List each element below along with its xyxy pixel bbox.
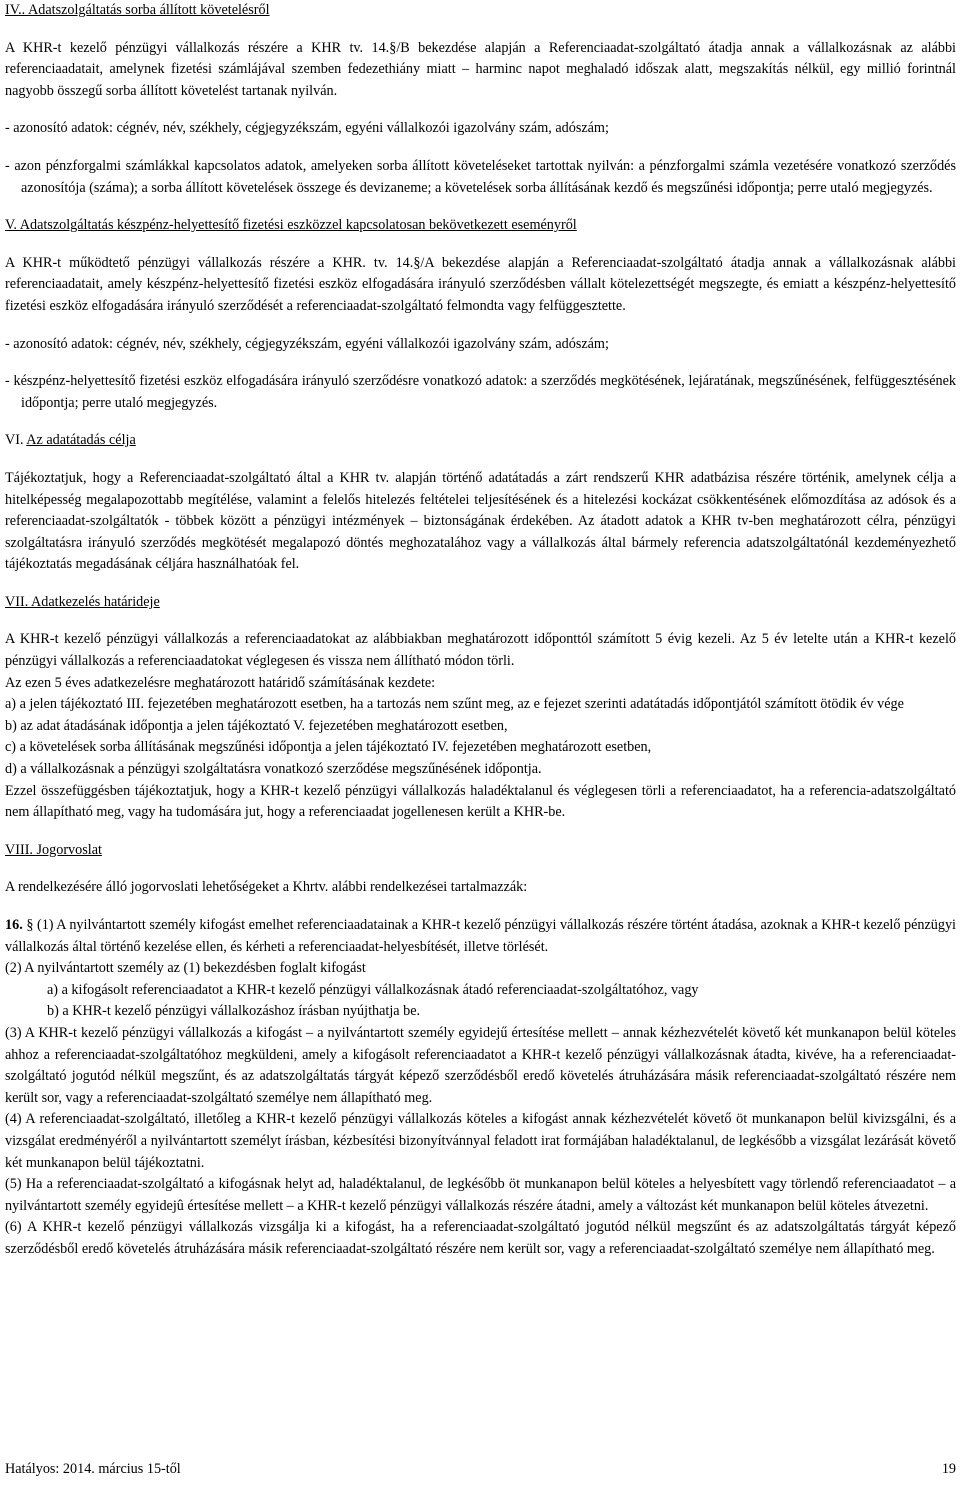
section-viii-16-3: (3) A KHR-t kezelő pénzügyi vállalkozás a kifogást – a nyilvántartott személy egyidejű értesítése mellett – annak kézhezvételét követő két munkanapon belül köteles ahhoz a referenciaadat-szolgáltatóhoz megküldeni, amely a kifogásolt referenciaadatot a KHR-t kezelő pénzügyi vállalkozásnak átadta, kivéve, ha a referenciaadat-szolgáltató jogutód nélkül megszűnt, és az adatszolgáltatás tárgyát képező szerződésből eredő követelés átruházására másik referenciaadat-szolgáltató részére nem került sor, vagy a referenciaadat-szolgáltató személye nem állapítható meg. — [5, 1024, 956, 1106]
section-vii-heading: VII. Adatkezelés határideje — [5, 593, 160, 610]
section-iv-item-2: - azon pénzforgalmi számlákkal kapcsolatos adatok, amelyeken sorba állított követeléseket tartottak nyilván: a pénzforgalmi számla vezetésére vonatkozó szerződés azonosítója (száma); a sorba állított követelések összege és devizaneme; a követelések sorba állításának kezdő és megszűnési időpontja; perre utaló megjegyzés. — [5, 157, 956, 196]
section-vi-title: Az adatátadás célja — [26, 432, 136, 449]
section-viii-heading: VIII. Jogorvoslat — [5, 841, 102, 858]
section-iv-intro: A KHR-t kezelő pénzügyi vállalkozás részére a KHR tv. 14.§/B bekezdése alapján a Referenciaadat-szolgáltató átadja annak a vállalkozásnak az alábbi referenciaadatait, amelynek fizetési számlájával szemben fedezethiány miatt – harminc napot meghaladó időszak alatt, megszakítás nélkül, egy millió forintnál nagyobb összegű sorba állított követelést tartanak nyilván. — [5, 39, 956, 99]
section-viii-16-5: (5) Ha a referenciaadat-szolgáltató a kifogásnak helyt ad, haladéktalanul, de legkésőbb öt munkanapon belül köteles a helyesbített vagy törlendő referenciaadatot – a nyilvántartott személy egyidejû értesítése mellett – a KHR-t kezelő pénzügyi vállalkozás részére átadni, amely a változást két munkanapon belül köteles átvezetni. — [5, 1176, 956, 1214]
section-v-heading: V. Adatszolgáltatás készpénz-helyettesítő fizetési eszközzel kapcsolatosan bekövetkezett eseményről — [5, 217, 577, 234]
section-v-item-1: - azonosító adatok: cégnév, név, székhely, cégjegyzékszám, egyéni vállalkozói igazolvány szám, adószám; — [5, 335, 609, 352]
section-vii-item-b: b) az adat átadásának időpontja a jelen tájékoztató V. fejezetében meghatározott esetben, — [5, 717, 508, 734]
section-viii-p1: A rendelkezésére álló jogorvoslati lehetőségeket a Khrtv. alábbi rendelkezései tartalmazzák: — [5, 879, 528, 896]
section-vi-heading — [5, 430, 956, 452]
section-viii-16-2b: b) a KHR-t kezelő pénzügyi vállalkozáshoz írásban nyújthatja be. — [47, 1003, 421, 1020]
section-vii-item-d: d) a vállalkozásnak a pénzügyi szolgáltatásra vonatkozó szerződése megszűnésének időpontja. — [5, 761, 542, 778]
section-vii-p2: Az ezen 5 éves adatkezelésre meghatározott határidő számításának kezdete: — [5, 674, 436, 691]
document-page — [5, 0, 956, 1261]
section-vii-item-a: a) a jelen tájékoztató III. fejezetében meghatározott esetben, ha a tartozás nem szűnt meg, az e fejezet szerinti adatátadás időpontjától számított ötödik év vége — [5, 696, 904, 713]
section-iv-item-1: - azonosító adatok: cégnév, név, székhely, cégjegyzékszám, egyéni vállalkozói igazolvány szám, adószám; — [5, 120, 609, 137]
page-number: 19 — [941, 1461, 956, 1477]
section-viii-16-1 — [5, 915, 956, 958]
section-vi-body: Tájékoztatjuk, hogy a Referenciaadat-szolgáltató által a KHR tv. alapján történő adatátadás a zárt rendszerű KHR adatbázisa részére történik, amelynek célja a hitelképesség megalapozottabb megítélése, valamint a felelős hitelezés feltételei teljesítésének és a hitelezési kockázat csökkentésének előmozdítása az adósok és a referenciaadat-szolgáltatók - többek között a pénzügyi intézmények – biztonságának érdekében. Az átadott adatok a KHR tv-ben meghatározott célra, pénzügyi szolgáltatásra irányuló szerződés megkötését megalapozó döntés meghozatalához vagy a vállalkozás által bármely referencia adatszolgáltatónál kezdeményezhető tájékoztatás megadásának céljára használhatóak fel. — [5, 469, 956, 573]
section-v-item-2: - készpénz-helyettesítő fizetési eszköz elfogadására irányuló szerződésre vonatkozó adatok: a szerződés megkötésének, lejáratának, megszűnésének, felfüggesztésének időpontja; perre utaló megjegyzés. — [5, 373, 956, 411]
section-vii-p1: A KHR-t kezelő pénzügyi vállalkozás a referenciaadatokat az alábbiakban meghatározott időponttól számított 5 évig kezeli. Az 5 év letelte után a KHR-t kezelő pénzügyi vállalkozás a referenciaadatokat véglegesen és vissza nem állítható módon törli. — [5, 631, 956, 670]
section-vii-item-c: c) a követelések sorba állításának megszűnési időpontja a jelen tájékoztató IV. fejezetében meghatározott esetben, — [5, 739, 652, 756]
paragraph-number-16: 16. — [5, 917, 23, 933]
section-vii-p3: Ezzel összefüggésben tájékoztatjuk, hogy a KHR-t kezelő pénzügyi vállalkozás haladéktalanul és véglegesen törli a referenciaadatot, ha a referencia-adatszolgáltató nem állapítható meg, vagy ha tudomására jut, hogy a referenciaadat jogellenesen került a KHR-be. — [5, 782, 956, 821]
section-viii-16-6: (6) A KHR-t kezelő pénzügyi vállalkozás vizsgálja ki a kifogást, ha a referenciaadat-szolgáltató jogutód nélkül megszűnt és az adatszolgáltatás tárgyát képező szerződésből eredő követelés átruházására másik referenciaadat-szolgáltató részére nem került sor, vagy a referenciaadat-szolgáltató személye nem állapítható meg. — [5, 1219, 956, 1257]
section-viii-16-2a: a) a kifogásolt referenciaadatot a KHR-t kezelő pénzügyi vállalkozásnak átadó referenciaadat-szolgáltatóhoz, vagy — [47, 981, 699, 998]
section-iv-heading: IV.. Adatszolgáltatás sorba állított követelésről — [5, 2, 270, 18]
footer-effective-date: Hatályos: 2014. március 15-től — [5, 1461, 181, 1477]
section-vi-number: VI. — [5, 432, 27, 449]
page-footer — [5, 1459, 956, 1481]
section-v-intro: A KHR-t működtető pénzügyi vállalkozás részére a KHR. tv. 14.§/A bekezdése alapján a Referenciaadat-szolgáltató átadja annak a vállalkozásnak alábbi referenciaadatait, amely készpénz-helyettesítő fizetési eszköz elfogadására irányuló szerződésben vállalt kötelezettségét megszegte, és emiatt a készpénz-helyettesítő fizetési eszköz elfogadására irányuló szerződését a referenciaadat-szolgáltató felmondta vagy felfüggesztette. — [5, 254, 956, 314]
section-viii-16-2: (2) A nyilvántartott személy az (1) bekezdésben foglalt kifogást — [5, 960, 366, 977]
paragraph-16-1-text: § (1) A nyilvántartott személy kifogást emelhet referenciaadatainak a KHR-t kezelő pénzügyi vállalkozás részére történt átadása, azoknak a KHR-t kezelő pénzügyi vállalkozás által történő kezelése ellen, és kérheti a referenciaadat-helyesbítését, illetve törlését. — [5, 917, 957, 955]
section-viii-16-4: (4) A referenciaadat-szolgáltató, illetőleg a KHR-t kezelő pénzügyi vállalkozás köteles a kifogást annak kézhezvételét követő öt munkanapon belül kivizsgálni, és a vizsgálat eredményéről a nyilvántartott személyt írásban, kézbesítési bizonyítvánnyal feladott irat formájában haladéktalanul, de legkésőbb a vizsgálat lezárását követő két munkanapon belül tájékoztatni. — [5, 1111, 956, 1171]
